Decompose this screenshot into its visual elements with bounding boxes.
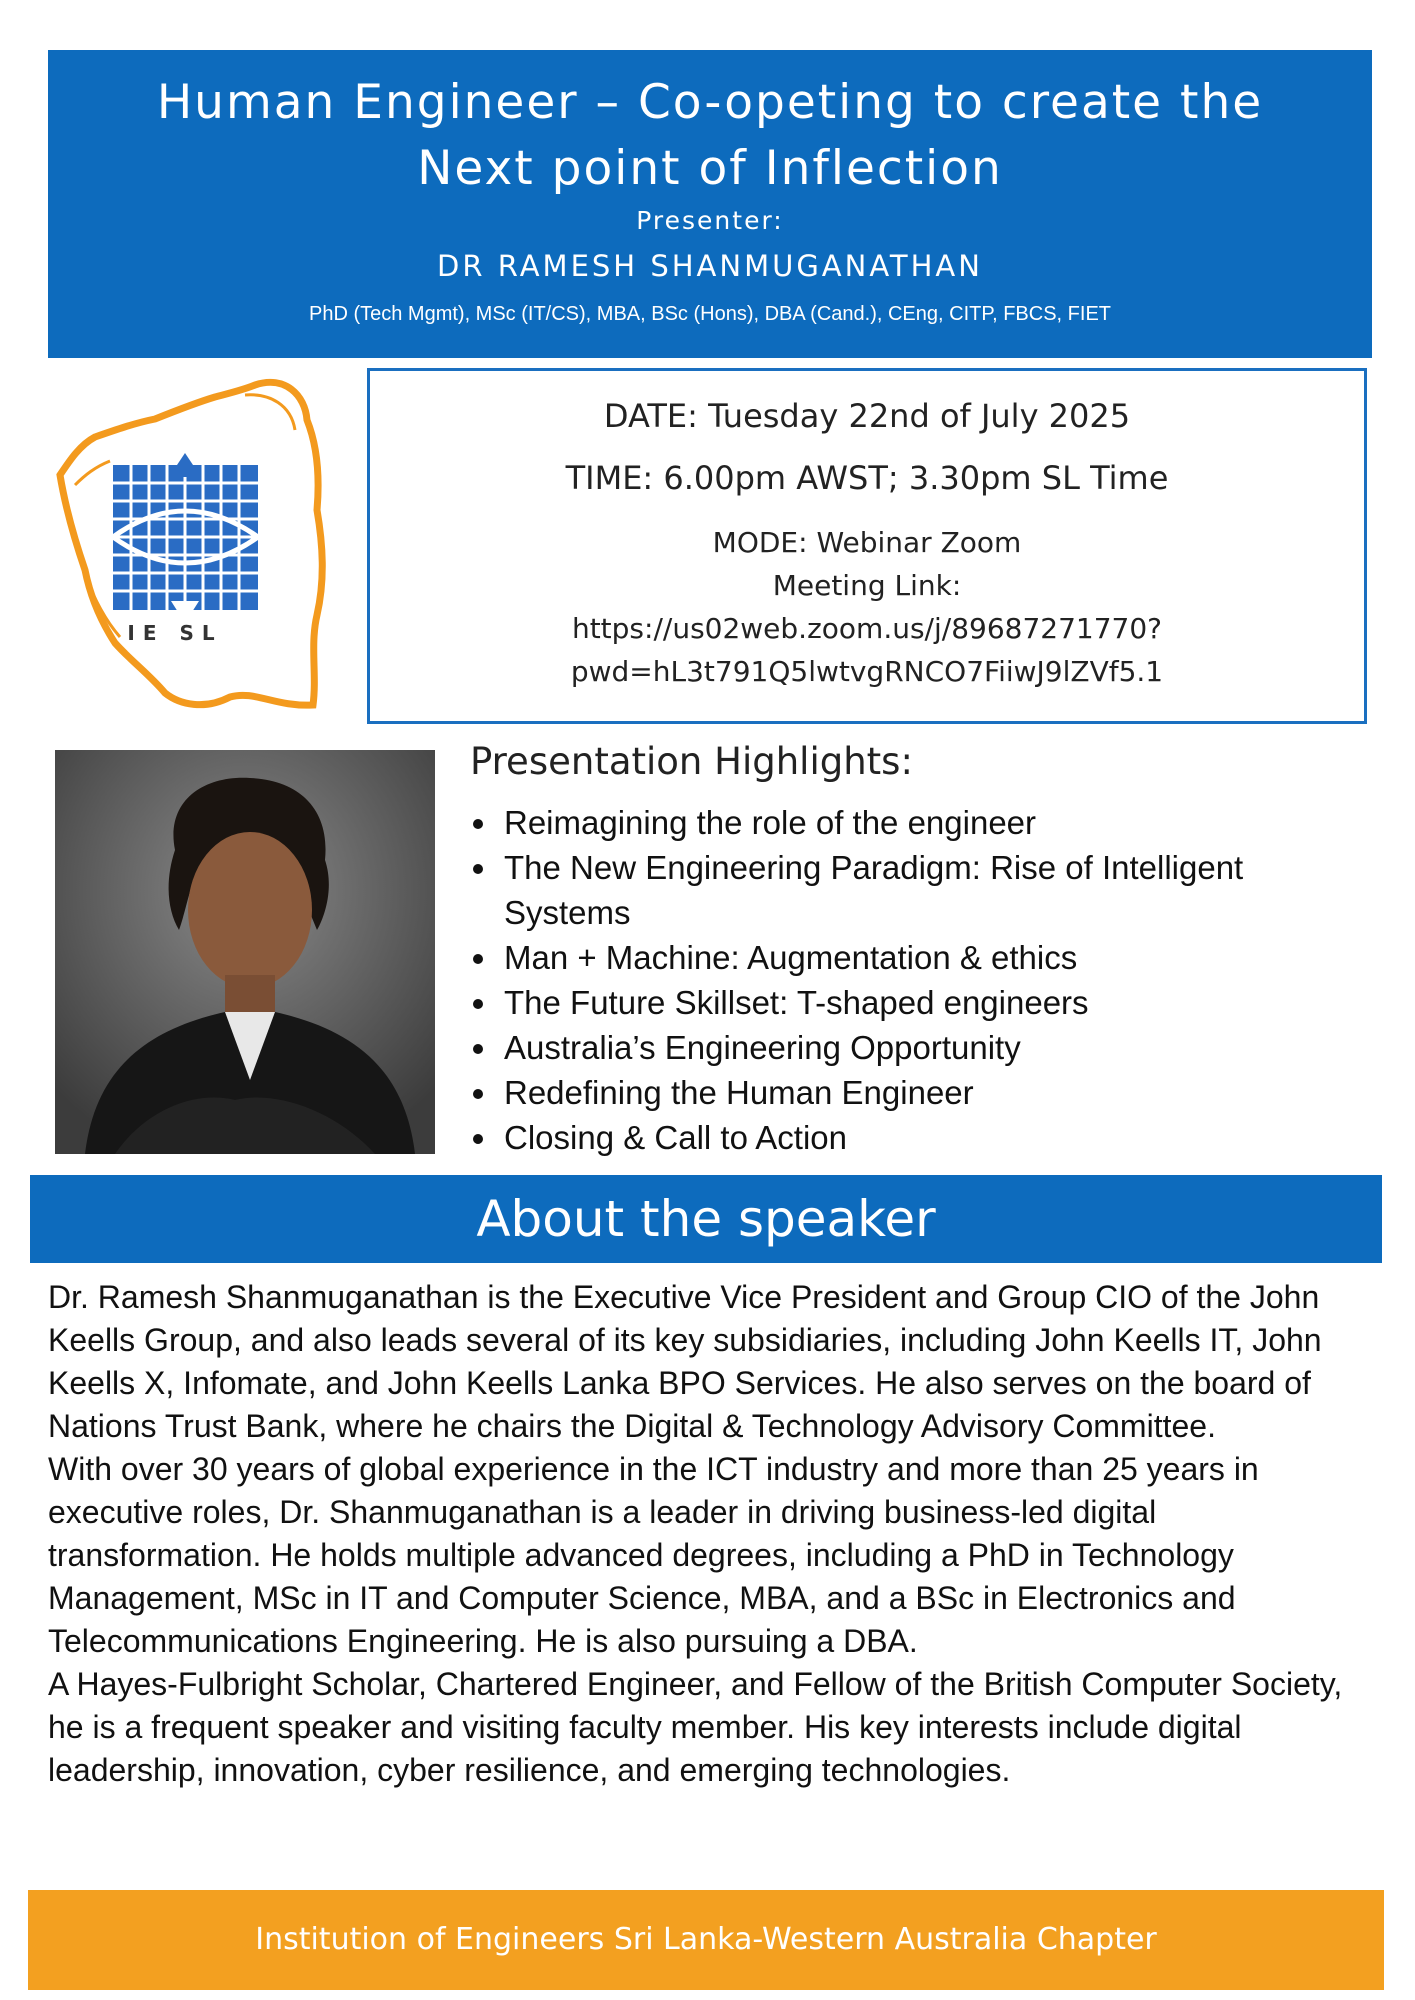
bio-paragraph-3: A Hayes-Fulbright Scholar, Chartered Engineer, and Fellow of the British Computer Society, he is a frequent speaker and visiting faculty member. His key interests include digital leadership, innovation, cyber resilience, and emerging technologies. <box>48 1666 1343 1788</box>
event-date: DATE: Tuesday 22nd of July 2025 <box>603 397 1131 435</box>
list-item: • Australia’s Engineering Opportunity <box>500 1025 1350 1070</box>
meeting-link-line-2[interactable]: pwd=hL3t791Q5lwtvgRNCO7FiiwJ9lZVf5.1 <box>570 655 1164 688</box>
footer-banner: Institution of Engineers Sri Lanka-Western Australia Chapter <box>28 1890 1384 1990</box>
event-mode: MODE: Webinar Zoom <box>712 526 1022 559</box>
meeting-link-line-1[interactable]: https://us02web.zoom.us/j/89687271770? <box>571 612 1163 645</box>
title-line-1: Human Engineer – Co-opeting to create the <box>156 75 1264 130</box>
list-item: • The Future Skillset: T-shaped engineers <box>500 980 1350 1025</box>
list-item: • The New Engineering Paradigm: Rise of Intelligent Systems <box>500 845 1350 935</box>
presenter-name: DR RAMESH SHANMUGANATHAN <box>437 249 983 283</box>
speaker-bio <box>48 1276 1368 1792</box>
header-banner <box>48 50 1372 358</box>
highlights-list <box>470 800 1350 1160</box>
list-item: • Closing & Call to Action <box>500 1115 1350 1160</box>
bio-paragraph-2: With over 30 years of global experience in the ICT industry and more than 25 years in executive roles, Dr. Shanmuganathan is a leader in driving business-led digital transformation. He holds multiple advanced degrees, including a PhD in Technology Management, MSc in IT and Computer Science, MBA, and a BSc in Electronics and Telecommunications Engineering. He is also pursuing a DBA. <box>48 1451 1259 1659</box>
meeting-link-label: Meeting Link: <box>772 569 962 602</box>
bio-paragraph-1: Dr. Ramesh Shanmuganathan is the Executive Vice President and Group CIO of the John Keells Group, and also leads several of its key subsidiaries, including John Keells IT, John Keells X, Infomate, and John Keells Lanka BPO Services. He also serves on the board of Nations Trust Bank, where he chairs the Digital & Technology Advisory Committee. <box>48 1279 1322 1444</box>
highlights-title: Presentation Highlights: <box>470 740 913 783</box>
list-item: • Man + Machine: Augmentation & ethics <box>500 935 1350 980</box>
list-item: • Redefining the Human Engineer <box>500 1070 1350 1115</box>
speaker-photo <box>55 750 435 1154</box>
iesl-logo <box>55 375 340 720</box>
logo-text: IE SL <box>127 621 223 645</box>
title-line-2: Next point of Inflection <box>417 141 1003 196</box>
event-time: TIME: 6.00pm AWST; 3.30pm SL Time <box>565 459 1169 497</box>
presenter-label: Presenter: <box>636 206 784 235</box>
event-mode-block <box>370 521 1364 693</box>
list-item: • Reimagining the role of the engineer <box>500 800 1350 845</box>
about-speaker-heading: About the speaker <box>30 1175 1382 1263</box>
event-details-box <box>367 368 1367 724</box>
presenter-credentials: PhD (Tech Mgmt), MSc (IT/CS), MBA, BSc (Hons), DBA (Cand.), CEng, CITP, FBCS, FIET <box>308 303 1111 325</box>
event-title <box>48 70 1372 202</box>
